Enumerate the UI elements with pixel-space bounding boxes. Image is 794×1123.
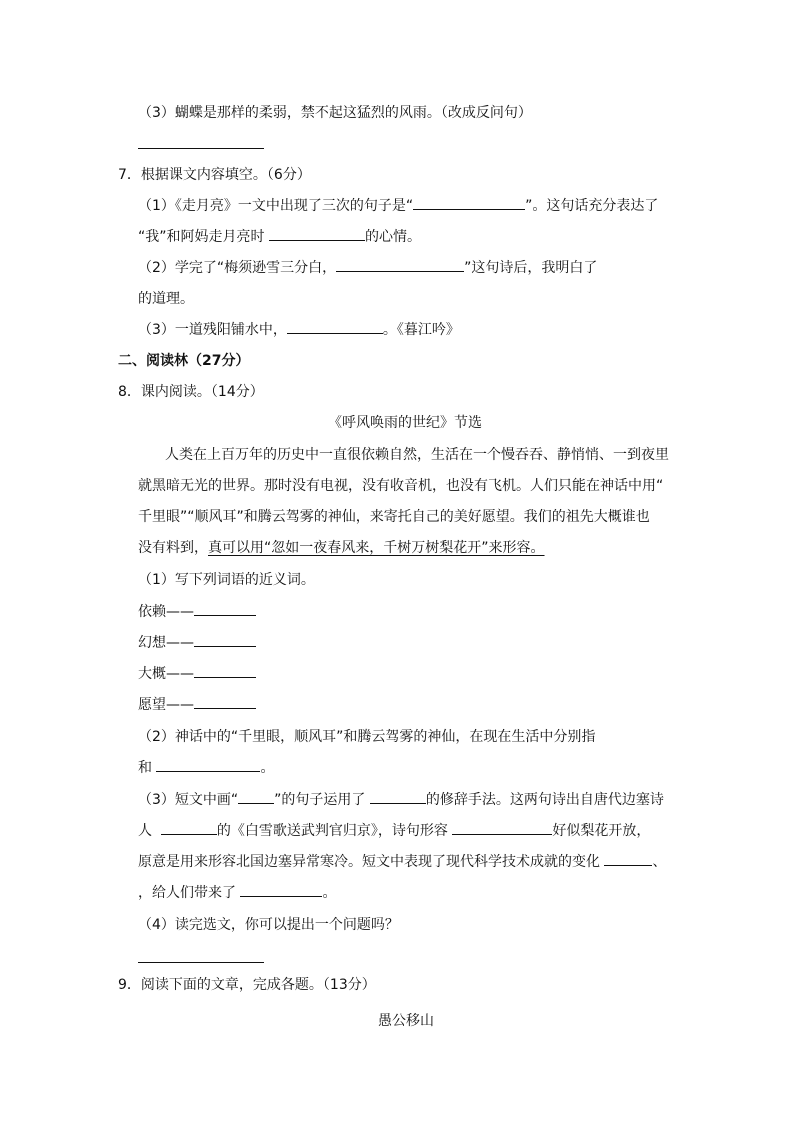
synonym-word: 依赖—— bbox=[138, 604, 194, 620]
q7-item1-line2 bbox=[138, 228, 421, 246]
q9-passage-title: 愚公移山 bbox=[378, 1013, 434, 1029]
q8-passage-line bbox=[138, 539, 545, 557]
q8-passage-line: 千里眼”“顺风耳”和腾云驾雾的神仙，来寄托自己的美好愿望。我们的祖先大概谁也 bbox=[138, 509, 650, 525]
q7-item3-text-b: 。《暮江吟》 bbox=[382, 322, 460, 338]
synonym-word: 大概—— bbox=[138, 666, 194, 682]
q7-item2-text-a: （2）学完了“梅须逊雪三分白， bbox=[138, 260, 337, 276]
q7-item3-text-a: （3）一道残阳铺水中， bbox=[138, 322, 287, 338]
synonym-row bbox=[138, 634, 256, 652]
q8-sub3-line2 bbox=[138, 822, 650, 840]
q8-sub4: （4）读完选文，你可以提出一个问题吗？ bbox=[138, 917, 399, 933]
q8-sub2-end: 。 bbox=[260, 760, 275, 776]
q8-sub3-text: 、 bbox=[652, 854, 667, 870]
q8-sub3-text: 原意是用来形容北国边塞异常寒冷。短文中表现了现代科学技术成就的变化 bbox=[138, 854, 600, 870]
q7-item1-line1 bbox=[138, 197, 658, 215]
q7-item3 bbox=[138, 321, 460, 339]
q8-sub3-line1 bbox=[138, 791, 664, 809]
fill-blank[interactable] bbox=[413, 197, 525, 210]
synonym-row bbox=[138, 665, 256, 683]
fill-blank[interactable] bbox=[604, 853, 652, 866]
q8-sub1: （1）写下列词语的近义词。 bbox=[138, 572, 315, 588]
answer-line[interactable] bbox=[138, 147, 264, 149]
q8-sub3-text: 人 bbox=[138, 823, 152, 839]
q7-item1-text-c: “我”和阿妈走月亮时 bbox=[138, 229, 265, 245]
q8-sub3-text: ，给人们带来了 bbox=[138, 885, 236, 901]
q8-sub2-line1: （2）神话中的“千里眼，顺风耳”和腾云驾雾的神仙，在现在生活中分别指 bbox=[138, 729, 596, 745]
q8-sub2-line2 bbox=[138, 759, 274, 777]
q8-sub3-text: 。 bbox=[322, 885, 337, 901]
q7-item1-text-d: 的心情。 bbox=[364, 229, 421, 245]
q6-item3: （3）蝴蝶是那样的柔弱，禁不起这猛烈的风雨。（改成反问句） bbox=[138, 105, 532, 121]
fill-blank[interactable] bbox=[156, 759, 260, 772]
q8-sub3-text: 的修辞手法。这两句诗出自唐代边塞诗 bbox=[425, 792, 664, 808]
q8-sub3-line4 bbox=[138, 884, 336, 902]
answer-line[interactable] bbox=[138, 961, 264, 963]
fill-blank[interactable] bbox=[452, 822, 552, 835]
q8-sub2-text: 和 bbox=[138, 760, 152, 776]
fill-blank[interactable] bbox=[194, 665, 256, 678]
section-title: 二、阅读林（27分） bbox=[118, 353, 250, 369]
q8-sub3-text: ”的句子运用了 bbox=[274, 792, 366, 808]
q8-sub3-text: （3）短文中画“ bbox=[138, 792, 239, 808]
q7-item1-text-b: ”。这句话充分表达了 bbox=[525, 198, 659, 214]
q9-stem: 9．阅读下面的文章，完成各题。（13分） bbox=[118, 977, 376, 993]
q7-item2-line1 bbox=[138, 259, 597, 277]
q7-item2-text-b: ”这句诗后，我明白了 bbox=[464, 260, 598, 276]
q8-stem: 8．课内阅读。（14分） bbox=[118, 384, 264, 400]
q7-item1-text-a: （1）《走月亮》一文中出现了三次的句子是“ bbox=[138, 198, 414, 214]
q8-passage-line: 就黑暗无光的世界。那时没有电视，没有收音机，也没有飞机。人们只能在神话中用“ bbox=[138, 478, 664, 494]
q8-sub3-text: 好似梨花开放， bbox=[552, 823, 651, 839]
q8-underlined-sentence: 真可以用“忽如一夜春风来，千树万树梨花开”来形容。 bbox=[208, 540, 545, 556]
synonym-row bbox=[138, 603, 256, 621]
q8-sub3-text: 的《白雪歌送武判官归京》，诗句形容 bbox=[216, 823, 448, 839]
fill-blank[interactable] bbox=[194, 603, 256, 616]
fill-blank[interactable] bbox=[287, 321, 383, 334]
q8-passage-text: 没有料到， bbox=[138, 540, 208, 556]
fill-blank[interactable] bbox=[240, 884, 322, 897]
fill-blank[interactable] bbox=[194, 696, 256, 709]
fill-blank[interactable] bbox=[161, 822, 217, 835]
q7-item2-line2: 的道理。 bbox=[138, 291, 194, 307]
fill-blank[interactable] bbox=[336, 259, 464, 272]
fill-blank[interactable] bbox=[238, 791, 274, 804]
fill-blank[interactable] bbox=[194, 634, 256, 647]
synonym-word: 愿望—— bbox=[138, 697, 194, 713]
q8-sub3-line3 bbox=[138, 853, 666, 871]
synonym-word: 幻想—— bbox=[138, 635, 194, 651]
fill-blank[interactable] bbox=[370, 791, 426, 804]
q7-stem: 7．根据课文内容填空。（6分） bbox=[118, 167, 311, 183]
fill-blank[interactable] bbox=[269, 228, 365, 241]
q8-passage-line: 人类在上百万年的历史中一直很依赖自然，生活在一个慢吞吞、静悄悄、一到夜里 bbox=[165, 447, 669, 463]
q8-passage-title: 《呼风唤雨的世纪》节选 bbox=[328, 415, 482, 431]
synonym-row bbox=[138, 696, 256, 714]
